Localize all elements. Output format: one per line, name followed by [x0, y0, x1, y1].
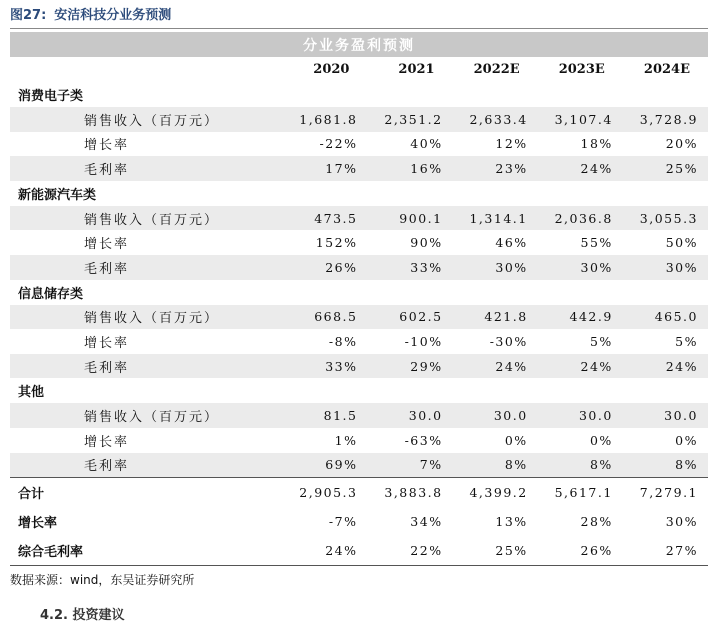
- top-rule: [10, 28, 708, 29]
- row-label: 销售收入（百万元）: [10, 107, 282, 132]
- total-label: 综合毛利率: [18, 545, 84, 561]
- row-label: 销售收入（百万元）: [10, 403, 282, 428]
- total-row: [10, 536, 708, 565]
- cell-value: 5%: [675, 333, 698, 349]
- cell-value: 26%: [580, 543, 613, 559]
- next-section-heading: 4.2. 投资建议: [40, 608, 125, 623]
- cell-value: 0%: [504, 432, 528, 448]
- table-row: [10, 255, 708, 280]
- cell-value: 69%: [282, 453, 367, 478]
- total-label: 合计: [10, 478, 282, 508]
- table-row: [10, 206, 708, 231]
- category-row: [10, 181, 708, 206]
- row-label: 销售收入（百万元）: [10, 206, 282, 231]
- cell-value: 24%: [538, 354, 623, 379]
- row-label: 毛利率: [10, 255, 282, 280]
- cell-value: 30.0: [623, 403, 708, 428]
- cell-value: 421.8: [453, 305, 538, 330]
- cell-value: 4,399.2: [453, 478, 538, 508]
- cell-value: 0%: [675, 432, 698, 448]
- row-label: 毛利率: [10, 453, 282, 478]
- figure-title: 安洁科技分业务预测: [54, 8, 172, 23]
- year-header: 2022E: [473, 62, 520, 77]
- cell-value: 8%: [623, 453, 708, 478]
- cell-value: 2,351.2: [367, 107, 452, 132]
- cell-value: 25%: [623, 156, 708, 181]
- table-row: [10, 230, 708, 255]
- year-header: 2023E: [558, 62, 605, 77]
- cell-value: 30.0: [538, 403, 623, 428]
- cell-value: 465.0: [623, 305, 708, 330]
- cell-value: 24%: [453, 354, 538, 379]
- cell-value: 33%: [367, 255, 452, 280]
- total-row: [10, 507, 708, 536]
- cell-value: 34%: [410, 514, 443, 530]
- cell-value: 20%: [665, 136, 698, 152]
- cell-value: 18%: [580, 136, 613, 152]
- cell-value: 30%: [538, 255, 623, 280]
- row-label: 增长率: [84, 434, 130, 450]
- cell-value: 2,633.4: [453, 107, 538, 132]
- table-row: [10, 354, 708, 379]
- cell-value: 81.5: [282, 403, 367, 428]
- year-header: 2020: [313, 62, 350, 77]
- cell-value: 30%: [623, 255, 708, 280]
- category-label: 消费电子类: [18, 89, 84, 104]
- cell-value: 24%: [623, 354, 708, 379]
- cell-value: 2,905.3: [282, 478, 367, 508]
- table-row: [10, 156, 708, 181]
- row-label: 毛利率: [10, 156, 282, 181]
- cell-value: -22%: [319, 136, 358, 152]
- table-row: [10, 305, 708, 330]
- cell-value: 26%: [282, 255, 367, 280]
- cell-value: 1,681.8: [282, 107, 367, 132]
- table-row: [10, 453, 708, 478]
- source-note: 数据来源：wind，东吴证券研究所: [10, 573, 195, 587]
- cell-value: 33%: [282, 354, 367, 379]
- year-header-row: [10, 57, 708, 82]
- cell-value: 25%: [495, 543, 528, 559]
- cell-value: 13%: [495, 514, 528, 530]
- table-row: [10, 428, 708, 453]
- total-row: [10, 478, 708, 508]
- cell-value: 29%: [367, 354, 452, 379]
- cell-value: 28%: [580, 514, 613, 530]
- cell-value: 30%: [665, 514, 698, 530]
- category-row: [10, 378, 708, 403]
- year-header: 2024E: [643, 62, 690, 77]
- cell-value: 152%: [315, 235, 358, 251]
- cell-value: -63%: [404, 432, 443, 448]
- table-row: [10, 329, 708, 354]
- cell-value: 1,314.1: [453, 206, 538, 231]
- cell-value: 1%: [334, 432, 358, 448]
- cell-value: 8%: [538, 453, 623, 478]
- cell-value: 40%: [410, 136, 443, 152]
- row-label: 毛利率: [10, 354, 282, 379]
- category-row: [10, 82, 708, 107]
- cell-value: 7,279.1: [623, 478, 708, 508]
- cell-value: 24%: [538, 156, 623, 181]
- row-label: 增长率: [84, 237, 130, 253]
- cell-value: -30%: [489, 333, 528, 349]
- cell-value: 30.0: [367, 403, 452, 428]
- cell-value: 3,728.9: [623, 107, 708, 132]
- row-label: 增长率: [84, 335, 130, 351]
- category-row: [10, 280, 708, 305]
- cell-value: 900.1: [367, 206, 452, 231]
- bottom-rule: [10, 565, 708, 566]
- cell-value: 2,036.8: [538, 206, 623, 231]
- cell-value: 8%: [453, 453, 538, 478]
- table-row: [10, 403, 708, 428]
- category-label: 信息储存类: [18, 286, 84, 302]
- category-label: 其他: [18, 385, 45, 401]
- table-row: [10, 107, 708, 132]
- cell-value: 668.5: [282, 305, 367, 330]
- category-label: 新能源汽车类: [18, 187, 97, 203]
- cell-value: 7%: [367, 453, 452, 478]
- forecast-table: [10, 32, 708, 565]
- cell-value: -7%: [328, 514, 358, 530]
- cell-value: 5%: [589, 333, 613, 349]
- row-label: 销售收入（百万元）: [10, 305, 282, 330]
- cell-value: 55%: [580, 235, 613, 251]
- cell-value: 473.5: [282, 206, 367, 231]
- cell-value: 12%: [495, 136, 528, 152]
- cell-value: 90%: [410, 235, 443, 251]
- row-label: 增长率: [84, 138, 130, 154]
- figure-number: 图27:: [10, 8, 47, 23]
- cell-value: 27%: [665, 543, 698, 559]
- cell-value: 3,107.4: [538, 107, 623, 132]
- cell-value: 50%: [665, 235, 698, 251]
- table-title-row: [10, 32, 708, 57]
- cell-value: 602.5: [367, 305, 452, 330]
- table-row: [10, 132, 708, 157]
- cell-value: 30.0: [453, 403, 538, 428]
- total-label: 增长率: [18, 516, 58, 532]
- table-title: 分业务盈利预测: [10, 32, 708, 57]
- cell-value: 17%: [282, 156, 367, 181]
- cell-value: 5,617.1: [538, 478, 623, 508]
- cell-value: 3,883.8: [367, 478, 452, 508]
- year-header: 2021: [398, 62, 435, 77]
- cell-value: 22%: [410, 543, 443, 559]
- cell-value: 3,055.3: [623, 206, 708, 231]
- cell-value: 30%: [453, 255, 538, 280]
- figure-caption: [10, 4, 171, 23]
- cell-value: 16%: [367, 156, 452, 181]
- cell-value: 46%: [495, 235, 528, 251]
- cell-value: 0%: [589, 432, 613, 448]
- cell-value: 24%: [325, 543, 358, 559]
- cell-value: -10%: [404, 333, 443, 349]
- year-header-blank: [10, 57, 282, 82]
- cell-value: 23%: [453, 156, 538, 181]
- cell-value: 442.9: [538, 305, 623, 330]
- cell-value: -8%: [328, 333, 358, 349]
